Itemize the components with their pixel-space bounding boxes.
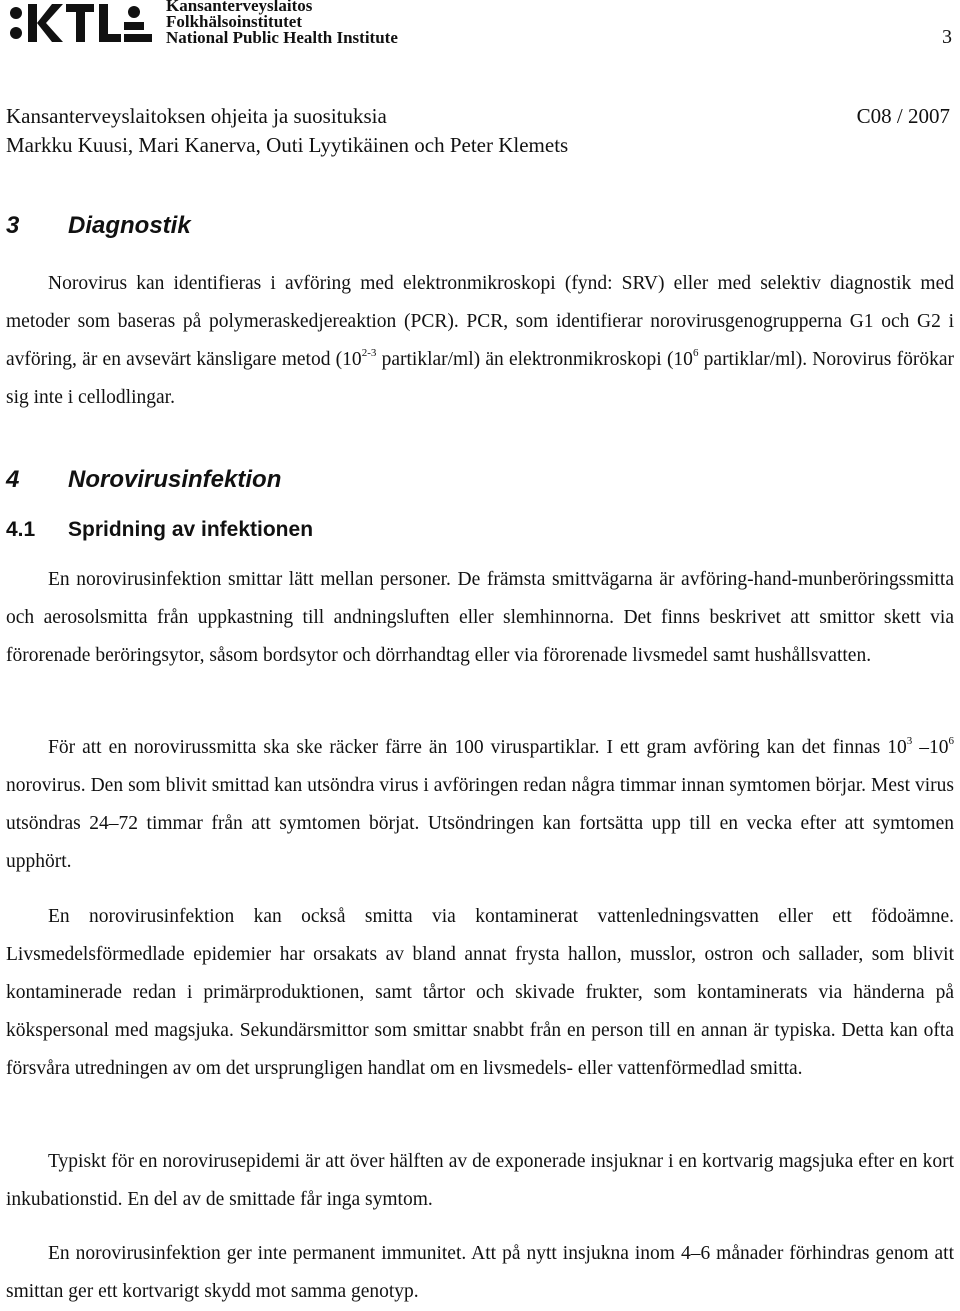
section-number: 3 <box>6 212 20 239</box>
org-name-sv: Folkhälsoinstitutet <box>166 12 303 31</box>
paragraph-spridning-3: En norovirusinfektion kan också smitta via kontaminerat vattenledningsvatten eller ett födoämne. Livsmedelsförmedlade epidemier har orsakats av bland annat frysta hallon, musslor, ostron och sallader, som blivit kontaminerade redan i primärproduktionen, samt tårtor och skivade frukter, som kontaminerats via händerna på kökspersonal med magsjuka. Sekundärsmittor som smittar snabbt från en person till en annan är typiska. Detta kan ofta försvåra utredningen av om det ursprungligen handlat om en livsmedels- eller vattenförmedlad smitta. <box>6 906 954 1079</box>
section-title: Spridning av infektionen <box>68 518 314 541</box>
paragraph-spridning-2: För att en norovirussmitta ska ske räcker färre än 100 viruspartiklar. I ett gram avföring kan det finnas $10^3$ $-10^6$ norovirus. Den som blivit smittad kan utsöndra virus i avföringen redan några timmar innan symtomen börjar. Mest virus utsöndras 24–72 timmar från att symtomen börjat. Utsöndringen kan fortsätta upp till en vecka efter att symtomen upphört. <box>6 735 955 872</box>
heading-section-3 <box>6 212 191 240</box>
series-title: Kansanterveyslaitoksen ohjeita ja suosituksia <box>6 104 387 128</box>
heading-section-4-1 <box>6 518 313 542</box>
paragraph-spridning-1: En norovirusinfektion smittar lätt mellan personer. De främsta smittvägarna är avföring-hand-munberöringssmitta och aerosolsmitta från uppkastning till andningsluften eller slemhinnorna. Det finns beskrivet att smittor skett via förorenade beröringsytor, såsom bordsytor och dörrhandtag eller via förorenade livsmedel samt hushållsvatten. <box>6 569 954 666</box>
paragraph-spridning-5: En norovirusinfektion ger inte permanent immunitet. Att på nytt insjukna inom 4–6 månader förhindras genom att smittan ger ett kortvarigt skydd mot samma genotyp. <box>6 1243 954 1302</box>
paragraph-spridning-4: Typiskt för en norovirusepidemi är att över hälften av de exponerade insjuknar i en kortvarig magsjuka efter en kort inkubationstid. En del av de smittade får inga symtom. <box>6 1151 954 1210</box>
paragraph-diagnostik: Norovirus kan identifieras i avföring med elektronmikroskopi (fynd: SRV) eller med selektiv diagnostik med metoder som baseras på polymeraskedjereaktion (PCR). PCR, som identifierar norovirusgenogrupperna G1 och G2 i avföring, är en avsevärt känsligare metod (10$^{2-3}$ partiklar/ml) än elektronmikroskopi ($10^6$ partiklar/ml). Norovirus förökar sig inte i cellodlingar. <box>6 273 954 408</box>
org-name-en: National Public Health Institute <box>166 28 398 47</box>
authors: Markku Kuusi, Mari Kanerva, Outi Lyytikäinen och Peter Klemets <box>6 133 569 157</box>
section-number: 4.1 <box>6 518 36 541</box>
series-code: C08 / 2007 <box>856 104 950 128</box>
section-title: Norovirusinfektion <box>68 466 282 493</box>
heading-section-4 <box>6 466 281 494</box>
organization-names <box>166 0 398 46</box>
org-name-fi: Kansanterveyslaitos <box>166 0 313 15</box>
page-number: 3 <box>942 26 952 48</box>
section-number: 4 <box>6 466 20 493</box>
section-title: Diagnostik <box>68 212 191 239</box>
ktl-logo <box>6 0 156 46</box>
